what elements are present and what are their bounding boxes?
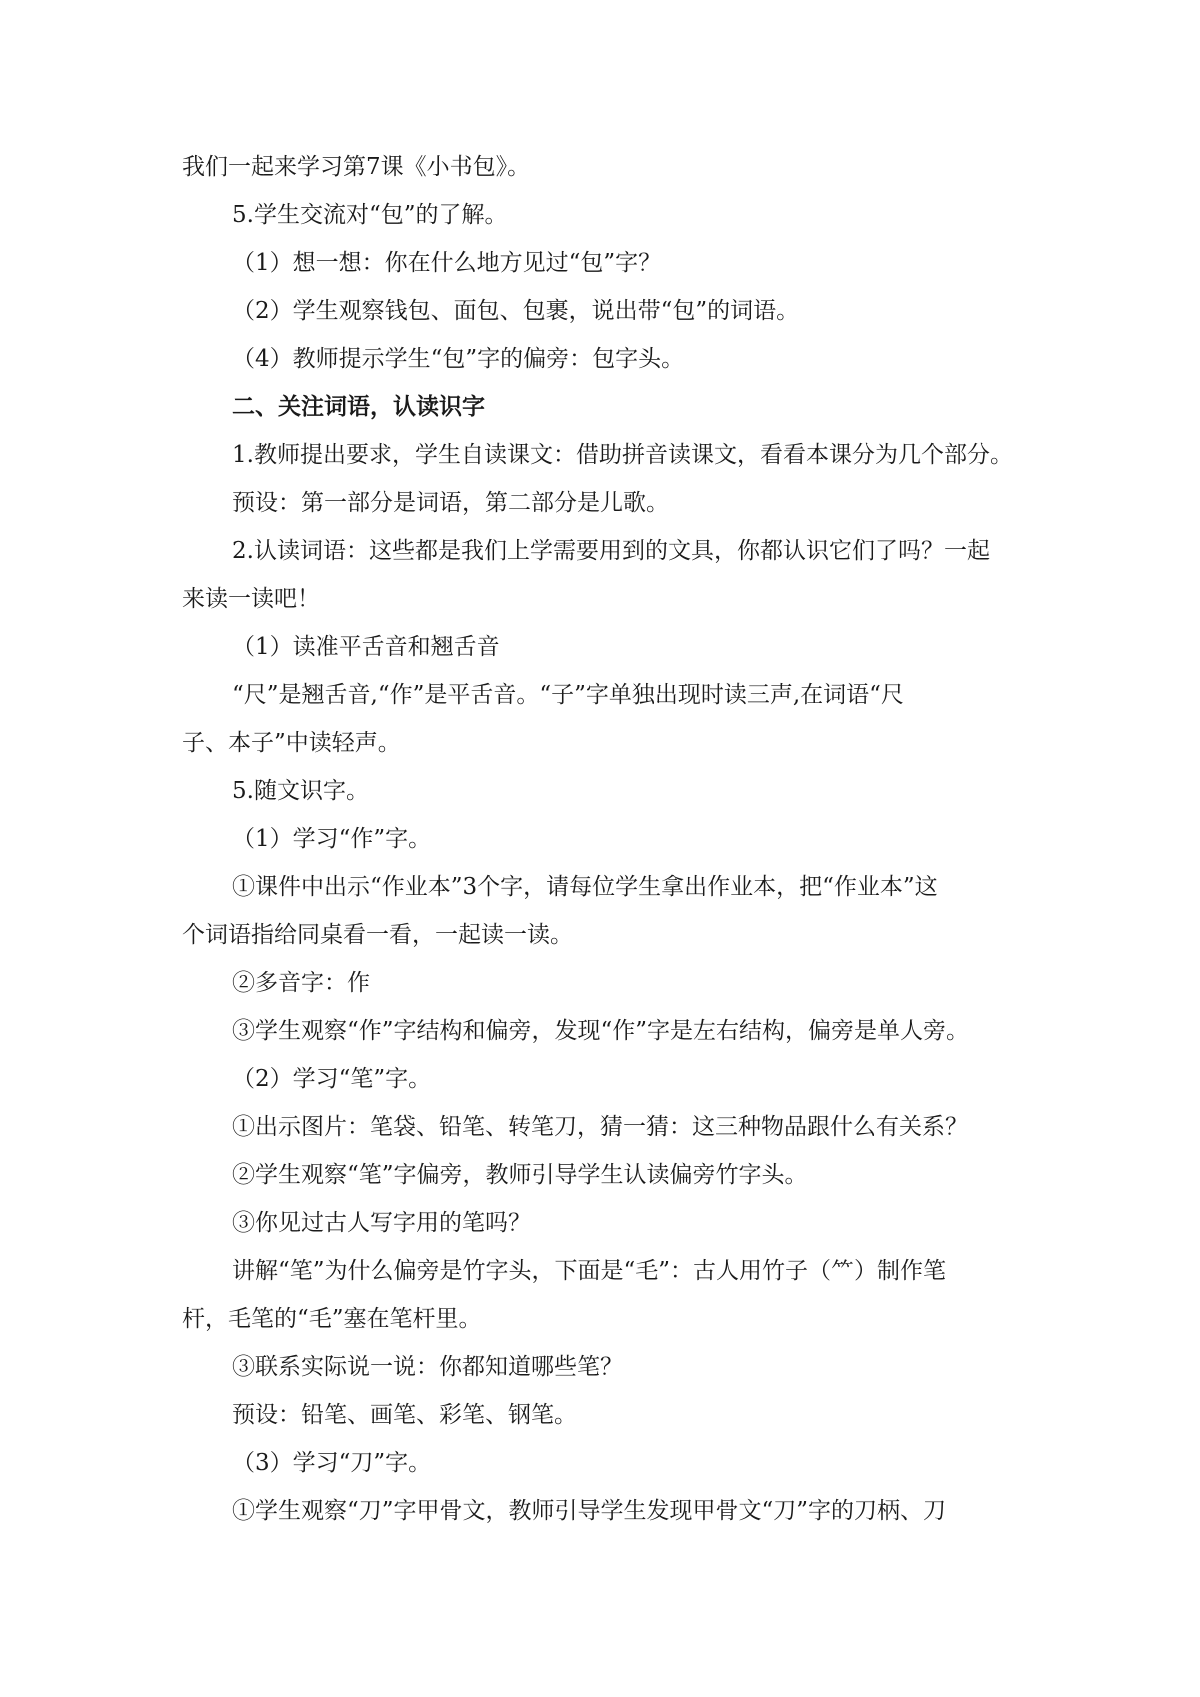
text-line: ①学生观察“刀”字甲骨文，教师引导学生发现甲骨文“刀”字的刀柄、刀 bbox=[232, 1498, 947, 1524]
text-line: 预设：铅笔、画笔、彩笔、钢笔。 bbox=[232, 1402, 577, 1428]
text-line: ①出示图片：笔袋、铅笔、转笔刀，猜一猜：这三种物品跟什么有关系？ bbox=[232, 1114, 968, 1140]
text-line: ②学生观察“笔”字偏旁，教师引导学生认读偏旁竹字头。 bbox=[232, 1162, 808, 1188]
text-line: 1.教师提出要求，学生自读课文：借助拼音读课文，看看本课分为几个部分。 bbox=[232, 442, 1013, 468]
text-line: 来读一读吧！ bbox=[182, 586, 320, 612]
text-line: 子、本子”中读轻声。 bbox=[182, 730, 401, 756]
text-line: 我们一起来学习第7课《小书包》。 bbox=[182, 154, 531, 180]
text-line: （1）读准平舌音和翘舌音 bbox=[232, 634, 500, 660]
text-line: 讲解“笔”为什么偏旁是竹字头，下面是“毛”：古人用竹子（⺮）制作笔 bbox=[232, 1258, 947, 1284]
text-line: 预设：第一部分是词语，第二部分是儿歌。 bbox=[232, 490, 669, 516]
text-line: 5.随文识字。 bbox=[232, 778, 369, 804]
text-line: ②多音字：作 bbox=[232, 970, 370, 996]
text-line: ③你见过古人写字用的笔吗？ bbox=[232, 1210, 531, 1236]
text-line: ③学生观察“作”字结构和偏旁，发现“作”字是左右结构，偏旁是单人旁。 bbox=[232, 1018, 970, 1044]
text-line: （3）学习“刀”字。 bbox=[232, 1450, 432, 1476]
text-line: ①课件中出示“作业本”3个字，请每位学生拿出作业本，把“作业本”这 bbox=[232, 874, 938, 900]
text-line: （2）学生观察钱包、面包、包裹，说出带“包”的词语。 bbox=[232, 298, 800, 324]
text-line: 个词语指给同桌看一看，一起读一读。 bbox=[182, 922, 573, 948]
text-line: 杆，毛笔的“毛”塞在笔杆里。 bbox=[182, 1306, 482, 1332]
text-line: （2）学习“笔”字。 bbox=[232, 1066, 432, 1092]
text-line: “尺”是翘舌音,“作”是平舌音。“子”字单独出现时读三声,在词语“尺 bbox=[232, 682, 904, 708]
text-line: （1）学习“作”字。 bbox=[232, 826, 432, 852]
text-line: 2.认读词语：这些都是我们上学需要用到的文具，你都认识它们了吗？一起 bbox=[232, 538, 990, 564]
text-line: （4）教师提示学生“包”字的偏旁：包字头。 bbox=[232, 346, 685, 372]
text-line: 5.学生交流对“包”的了解。 bbox=[232, 202, 508, 228]
text-line: ③联系实际说一说：你都知道哪些笔？ bbox=[232, 1354, 623, 1380]
section-heading: 二、关注词语，认读识字 bbox=[232, 393, 485, 420]
text-line: （1）想一想：你在什么地方见过“包”字？ bbox=[232, 250, 662, 276]
